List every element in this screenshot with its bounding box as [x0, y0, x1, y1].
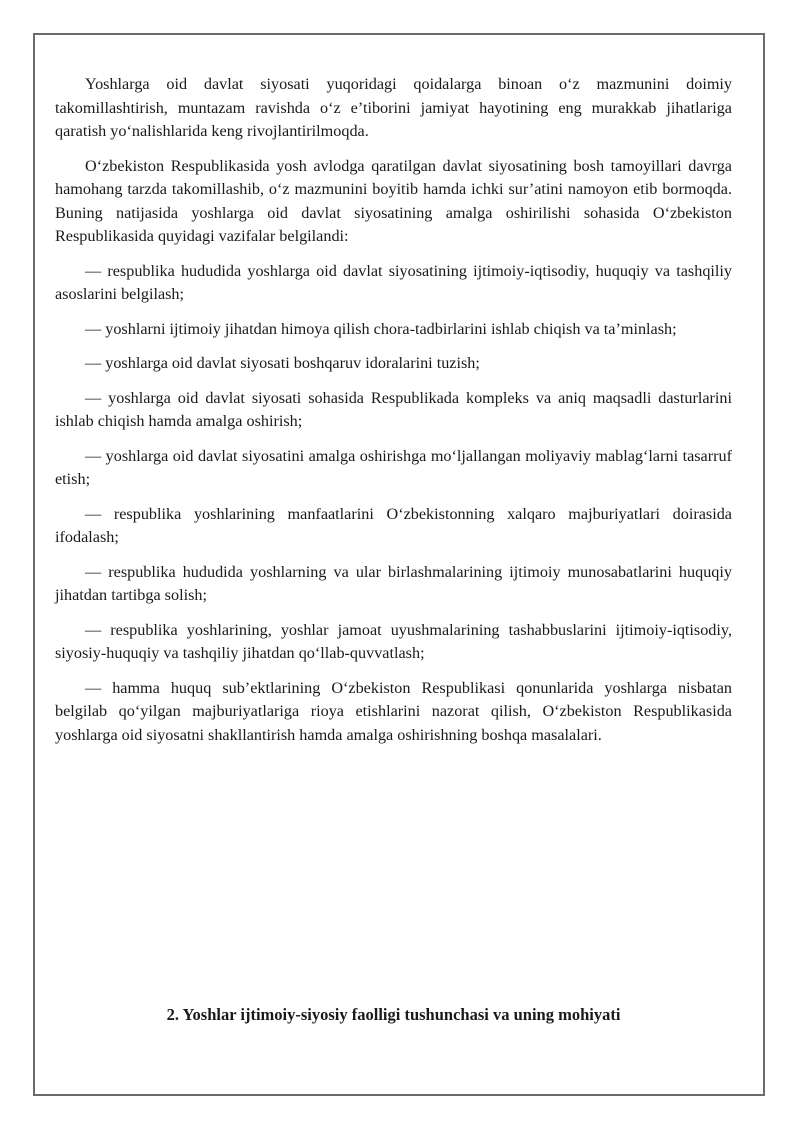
paragraph-intro: Yoshlarga oid davlat siyosati yuqoridagi qoidalarga binoan o‘z mazmunini doimiy takomillashtirish, muntazam ravishda o‘z e’tiborini jamiyat hayotining eng murakkab jihatlariga qaratish yo‘nalishlarida keng rivojlantirilmoqda.	[55, 75, 732, 140]
list-item-programs: — yoshlarga oid davlat siyosati sohasida Respublikada kompleks va aniq maqsadli dasturlarini ishlab chiqish hamda amalga oshirish;	[55, 388, 732, 430]
list-item-social-relations: — respublika hududida yoshlarning va ular birlashmalarining ijtimoiy munosabatlarini huquqiy jihatdan tartibga solish;	[55, 562, 732, 604]
list-item-legal-bases: — respublika hududida yoshlarga oid davlat siyosatining ijtimoiy-iqtisodiy, huquqiy va tashqiliy asoslarini belgilash;	[55, 261, 732, 303]
section-heading: 2. Yoshlar ijtimoiy-siyosiy faolligi tushunchasi va uning mohiyati	[166, 1005, 621, 1024]
list-item-initiatives-support: — respublika yoshlarining, yoshlar jamoat uyushmalarining tashabbuslarini ijtimoiy-iqtisodiy, siyosiy-huquqiy va tashqiliy jihatdan qo‘llab-quvvatlash;	[55, 620, 732, 662]
document-body	[55, 73, 732, 758]
list-item-international-interests: — respublika yoshlarining manfaatlarini O‘zbekistonning xalqaro majburiyatlari doirasida ifodalash;	[55, 504, 732, 546]
list-item-financing: — yoshlarga oid davlat siyosatini amalga oshirishga mo‘ljallangan moliyaviy mablag‘larni tasarruf etish;	[55, 446, 732, 488]
list-item-social-protection: — yoshlarni ijtimoiy jihatdan himoya qilish chora-tadbirlarini ishlab chiqish va ta’minlash;	[85, 319, 677, 338]
paragraph-tasks-intro: O‘zbekiston Respublikasida yosh avlodga qaratilgan davlat siyosatining bosh tamoyillari davrga hamohang tarzda takomillashib, o‘z mazmunini boyitib hamda ichki sur’atini namoyon etib bormoqda. Buning natijasida yoshlarga oid davlat siyosatining amalga oshirilishi sohasida O‘zbekiston Respublikasida quyidagi vazifalar belgilandi:	[55, 156, 732, 245]
list-item-compliance-control: — hamma huquq sub’ektlarining O‘zbekiston Respublikasi qonunlarida yoshlarga nisbatan belgilab qo‘yilgan majburiyatlariga rioya etishlarini nazorat qilish, O‘zbekiston Respublikasida yoshlarga oid siyosatni shakllantirish hamda amalga oshirishning boshqa masalalari.	[55, 678, 732, 744]
list-item-governing-bodies: — yoshlarga oid davlat siyosati boshqaruv idoralarini tuzish;	[85, 354, 480, 372]
